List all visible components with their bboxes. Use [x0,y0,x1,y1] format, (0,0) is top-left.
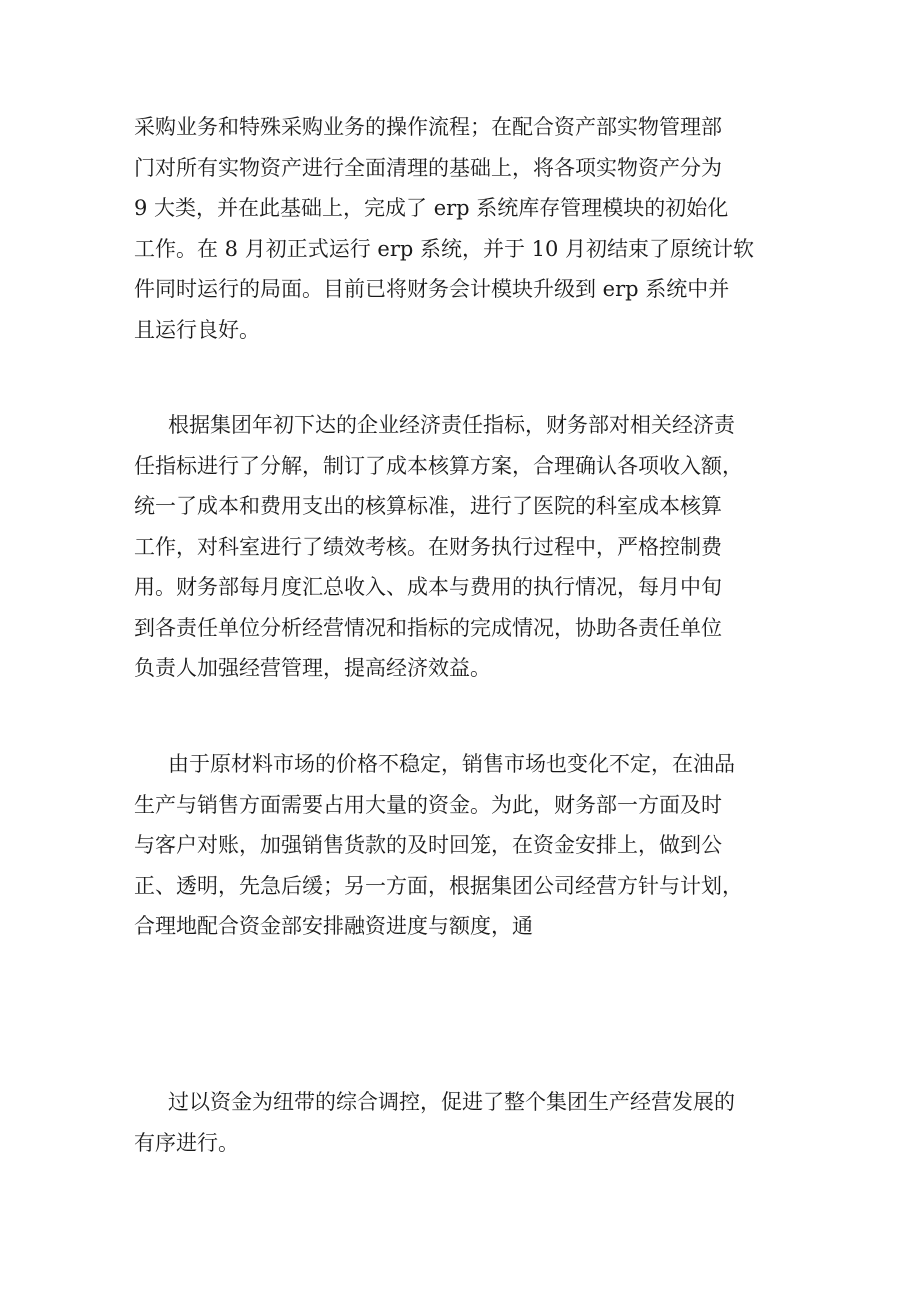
text-line: 用。财务部每月度汇总收入、成本与费用的执行情况，每月中旬 [134,575,722,599]
text-line: 由于原材料市场的价格不稳定，销售市场也变化不定，在油品 [168,752,735,776]
text-line: 且运行良好。 [134,317,260,342]
text-line: 负责人加强经营管理，提高经济效益。 [134,656,491,680]
text-line: 门对所有实物资产进行全面清理的基础上，将各项实物资产分为 [134,155,722,180]
text-line: 工作。在 8 月初正式运行 erp 系统，并于 10 月初结束了原统计软 [134,236,755,261]
text-line: 生产与销售方面需要占用大量的资金。为此，财务部一方面及时 [134,792,722,817]
paragraph-4 [134,1082,794,1163]
text-line: 采购业务和特殊采购业务的操作流程；在配合资产部实物管理部 [134,115,722,139]
text-line: 件同时运行的局面。目前已将财务会计模块升级到 erp 系统中并 [134,277,730,301]
paragraph-3 [134,744,794,947]
text-line: 工作，对科室进行了绩效考核。在财务执行过程中，严格控制费 [134,534,722,559]
text-line: 与客户对账，加强销售货款的及时回笼，在资金安排上，做到公 [134,833,722,857]
text-line: 正、透明，先急后缓；另一方面，根据集团公司经营方针与计划， [134,873,743,898]
text-line: 任指标进行了分解，制订了成本核算方案，合理确认各项收入额， [134,453,743,478]
text-line: 统一了成本和费用支出的核算标准，进行了医院的科室成本核算 [134,494,722,518]
text-line: 9 大类，并在此基础上，完成了 erp 系统库存管理模块的初始化 [134,196,729,220]
paragraph-2 [134,405,794,689]
text-line: 根据集团年初下达的企业经济责任指标，财务部对相关经济责 [168,413,735,437]
text-line: 到各责任单位分析经营情况和指标的完成情况，协助各责任单位 [134,615,722,640]
paragraph-1 [134,107,794,350]
text-line: 有序进行。 [134,1130,239,1155]
text-line: 过以资金为纽带的综合调控，促进了整个集团生产经营发展的 [168,1090,735,1114]
text-line: 合理地配合资金部安排融资进度与额度，通 [134,914,533,938]
